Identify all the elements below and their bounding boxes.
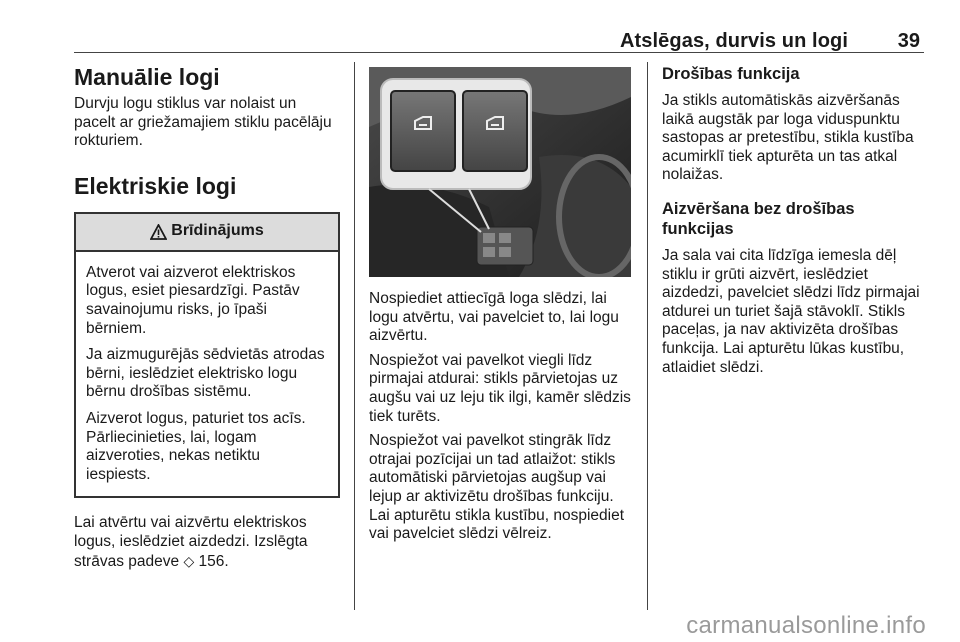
- override-text: Ja sala vai cita līdzīga iemesla dēļ stiklu ir grūti aizvērt, ieslēdziet aizdedzi, pavelciet slēdzi līdz pirmajai atdurei un turiet šajā stāvoklī. Stikls paceļas, ja nav aktivizēta drošības funkcija. Lai apturētu lūkas kustību, atlaidiet slēdzi.: [662, 246, 920, 376]
- instruction-paragraph: Nospiediet attiecīgā loga slēdzi, lai logu atvērtu, vai pavelciet to, lai logu aizvērtu.: [369, 290, 619, 345]
- warning-header: [76, 214, 338, 252]
- right-column: [662, 64, 926, 383]
- left-column: [74, 64, 340, 577]
- warning-title: Brīdinājums: [171, 222, 264, 240]
- warning-box: [74, 212, 340, 499]
- column-divider-right: [647, 62, 648, 610]
- warning-paragraph: Aizverot logus, paturiet tos acīs. Pārliecinieties, lai, logam aizveroties, nekas netiktu iespiests.: [86, 409, 306, 483]
- manual-windows-text: Durvju logu stiklus var nolaist un pacelt ar griežamajiem stiklu pacēlāju rokturiem.: [74, 95, 332, 150]
- safety-function-text: Ja stikls automātiskās aizvēršanās laikā augstāk par loga viduspunktu sastopas ar pretestību, stikla kustība acumirklī tiek apturēta un tas atkal nolaižas.: [662, 92, 914, 184]
- column-divider-left: [354, 62, 355, 610]
- warning-paragraph: Atverot vai aizverot elektriskos logus, esiet piesardzīgi. Pastāv savainojumu risks, jo īpaši bērniem.: [86, 263, 300, 337]
- middle-column: [369, 290, 633, 550]
- warning-paragraph: Ja aizmugurējās sēdvietās atrodas bērni, ieslēdziet elektrisko logu bērnu drošības sistēmu.: [86, 346, 325, 401]
- warning-body: [76, 252, 338, 497]
- page-reference-icon: ◇: [183, 552, 195, 569]
- instruction-paragraph: Nospiežot vai pavelkot viegli līdz pirmajai atdurai: stikls pārvietojas uz augšu vai uz leju tik ilgi, kamēr slēdzis tiek turēts.: [369, 351, 631, 425]
- watermark: carmanualsonline.info: [686, 612, 926, 639]
- header-divider: [74, 52, 924, 53]
- instruction-paragraph: Nospiežot vai pavelkot stingrāk līdz otrajai pozīcijai un tad atlaižot: stikls automātiski pārvietojas augšup vai lejup ar aktivizētu drošības funkciju. Lai apturētu stikla kustību, nospiediet vai pavelciet slēdzi vēlreiz.: [369, 432, 625, 543]
- warning-triangle-icon: [150, 224, 167, 240]
- page-number: 39: [897, 30, 920, 52]
- electric-windows-sentence: Lai atvērtu vai aizvērtu elektriskos logus, ieslēdziet aizdedzi. Izslēgta strāvas padeve: [74, 514, 308, 570]
- heading-manual-windows: Manuālie logi: [74, 64, 220, 90]
- page-reference[interactable]: 156.: [198, 552, 229, 570]
- page-header-title: Atslēgas, durvis un logi: [620, 30, 848, 52]
- door-panel-illustration: [369, 67, 631, 277]
- heading-safety-function: Drošības funkcija: [662, 65, 800, 83]
- heading-override: Aizvēršana bez drošības funkcijas: [662, 199, 855, 238]
- heading-electric-windows: Elektriskie logi: [74, 172, 237, 199]
- electric-windows-text: [74, 514, 340, 571]
- window-switch-photo: [369, 67, 631, 277]
